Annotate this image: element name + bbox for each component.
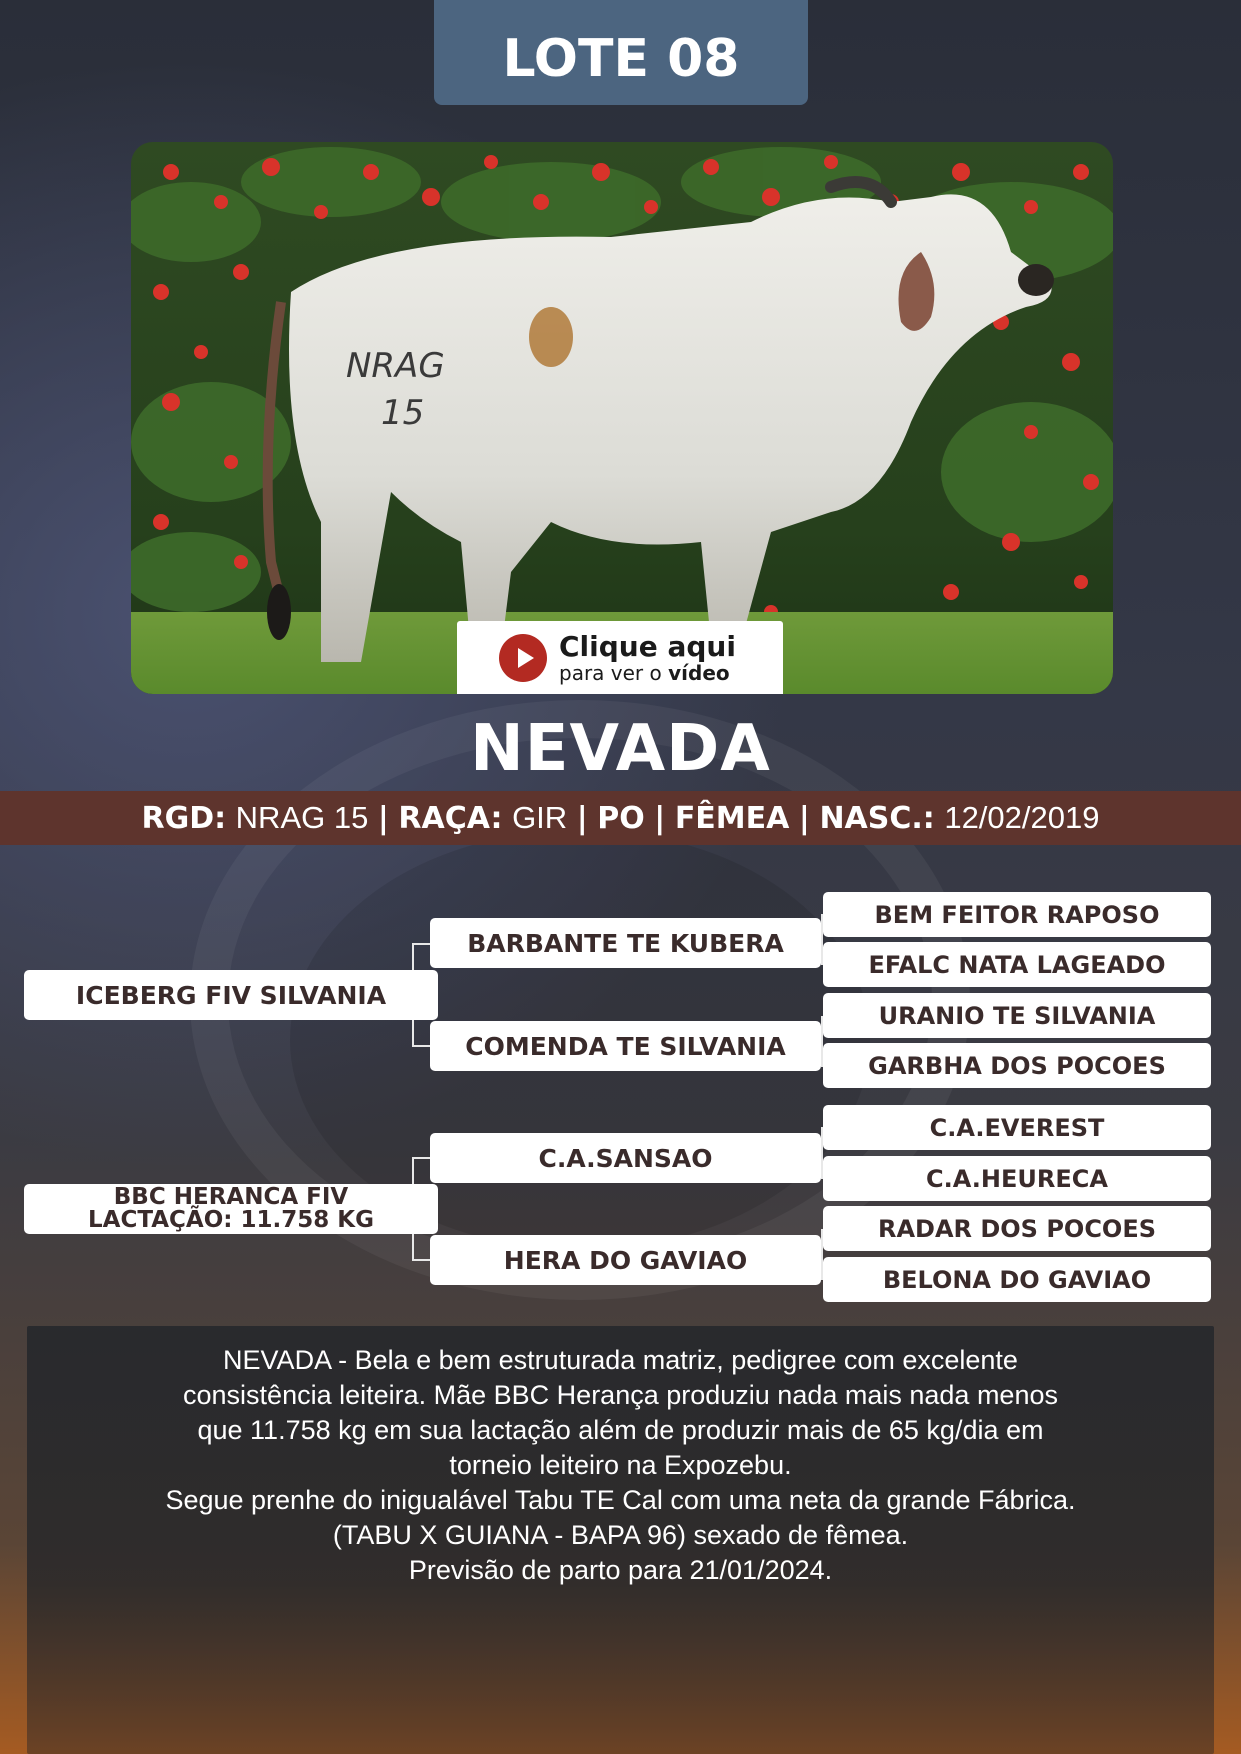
description-line: que 11.758 kg em sua lactação além de produzir mais de 65 kg/dia em: [197, 1415, 1044, 1445]
pedigree-sire-sire: BARBANTE TE KUBERA: [430, 918, 821, 968]
rgd-label: RGD:: [141, 800, 227, 836]
animal-name: NEVADA: [470, 712, 771, 786]
video-button-title: Clique aqui: [559, 629, 736, 663]
nasc-label: NASC.:: [819, 800, 935, 836]
pedigree-gen3-8: BELONA DO GAVIAO: [823, 1257, 1211, 1302]
description-line: NEVADA - Bela e bem estruturada matriz, pedigree com excelente: [223, 1345, 1018, 1375]
rgd-value: NRAG 15: [235, 800, 369, 835]
pedigree-gen3-3: URANIO TE SILVANIA: [823, 993, 1211, 1038]
raca-value: GIR: [512, 800, 568, 835]
pedigree-gen3-4: GARBHA DOS POCOES: [823, 1043, 1211, 1088]
info-bar: RGD: NRAG 15 | RAÇA: GIR | PO | FÊMEA | NASC.: 12/02/2019: [0, 791, 1241, 845]
raca-label: RAÇA:: [398, 800, 503, 836]
description-line: Previsão de parto para 21/01/2024.: [408, 1555, 833, 1585]
pedigree-dam-sire: C.A.SANSAO: [430, 1133, 821, 1183]
pedigree-gen3-1: BEM FEITOR RAPOSO: [823, 892, 1211, 937]
description-line: (TABU X GUIANA - BAPA 96) sexado de fêmea.: [332, 1520, 909, 1550]
pedigree-gen3-6: C.A.HEURECA: [823, 1156, 1211, 1201]
brand-mark-l1: NRAG: [346, 346, 445, 386]
pedigree-dam-name: BBC HERANCA FIV: [113, 1184, 349, 1210]
pedigree-sire: ICEBERG FIV SILVANIA: [24, 970, 438, 1020]
pedigree-dam-lactation: LACTAÇÃO: 11.758 KG: [88, 1207, 374, 1233]
po-label: PO: [597, 800, 645, 836]
nasc-value: 12/02/2019: [944, 800, 1100, 835]
pedigree-gen3-5: C.A.EVEREST: [823, 1105, 1211, 1150]
pedigree-dam-dam: HERA DO GAVIAO: [430, 1235, 821, 1285]
lote-title: LOTE 08: [434, 0, 808, 105]
sex-label: FÊMEA: [674, 800, 790, 836]
brand-mark-l2: 15: [381, 393, 425, 433]
pedigree-dam: [24, 1184, 438, 1234]
description-line: consistência leiteira. Mãe BBC Herança produziu nada mais nada menos: [183, 1380, 1058, 1410]
description-line: Segue prenhe do inigualável Tabu TE Cal com uma neta da grande Fábrica.: [165, 1485, 1076, 1515]
description-line: torneio leiteiro na Expozebu.: [449, 1450, 792, 1480]
pedigree-gen3-7: RADAR DOS POCOES: [823, 1206, 1211, 1251]
pedigree-sire-dam: COMENDA TE SILVANIA: [430, 1021, 821, 1071]
video-button-subtitle: para ver o vídeo: [559, 660, 730, 685]
description-text: [27, 1343, 1214, 1588]
pedigree-gen3-2: EFALC NATA LAGEADO: [823, 942, 1211, 987]
